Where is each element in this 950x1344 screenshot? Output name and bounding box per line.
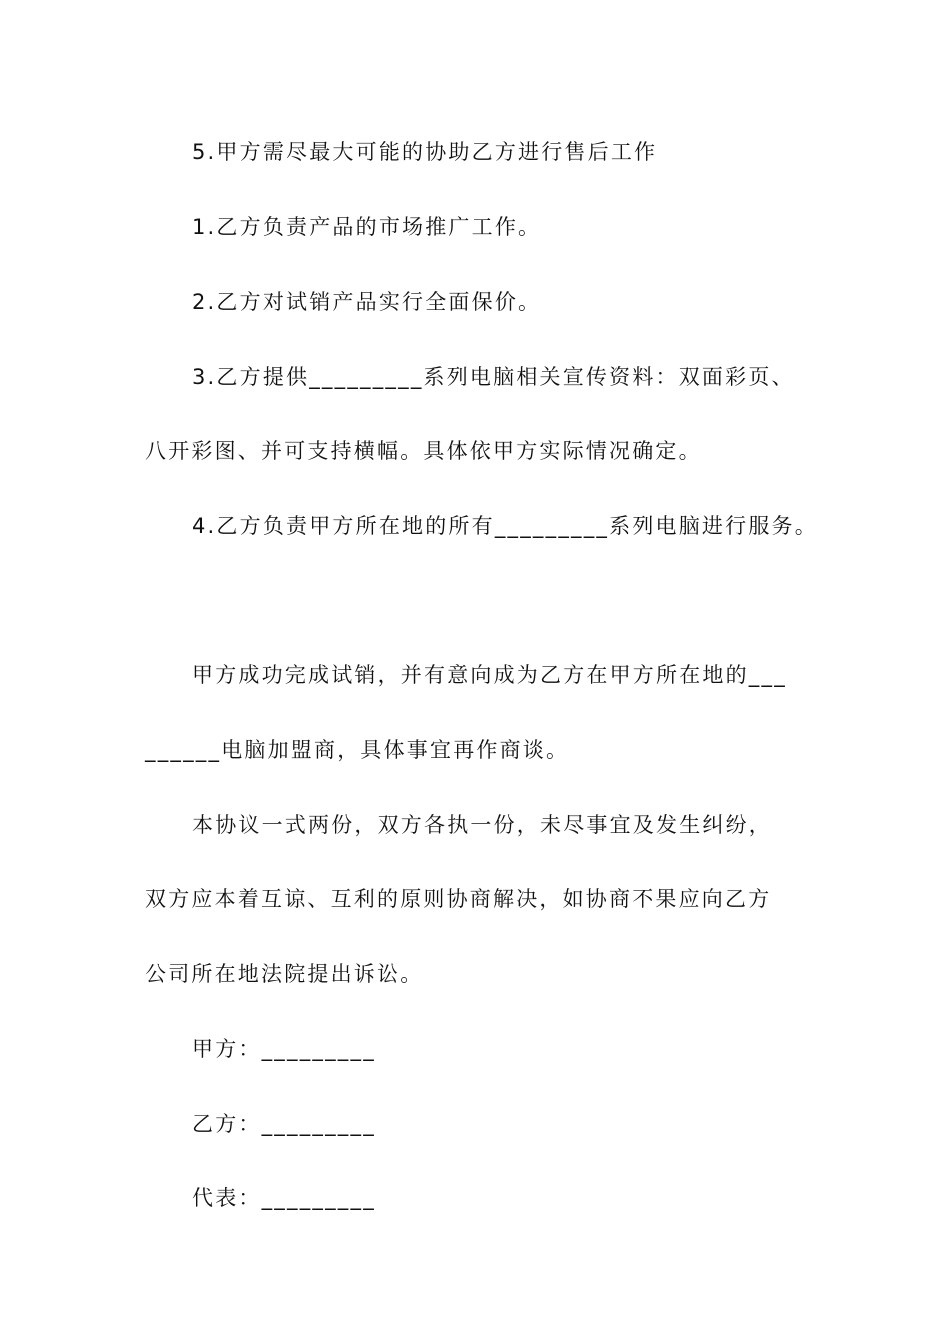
agreement-copies-line-2: 双方应本着互谅、互利的原则协商解决，如协商不果应向乙方 — [145, 887, 772, 911]
signature-representative: 代表：_________ — [192, 1186, 376, 1210]
clause-2-price-protection: 2.乙方对试销产品实行全面保价。 — [192, 290, 542, 314]
franchise-paragraph-line-1: 甲方成功完成试销，并有意向成为乙方在甲方所在地的___ — [192, 663, 787, 687]
clause-3-continuation: 八开彩图、并可支持横幅。具体依甲方实际情况确定。 — [145, 439, 702, 463]
signature-party-b: 乙方：_________ — [192, 1112, 376, 1136]
franchise-paragraph-line-2: ______电脑加盟商，具体事宜再作商谈。 — [145, 738, 570, 762]
agreement-copies-line-1: 本协议一式两份，双方各执一份，未尽事宜及发生纠纷， — [192, 813, 772, 837]
clause-4-service: 4.乙方负责甲方所在地的所有_________系列电脑进行服务。 — [192, 514, 818, 538]
agreement-copies-line-3: 公司所在地法院提出诉讼。 — [145, 962, 424, 986]
clause-5-after-sales: 5.甲方需尽最大可能的协助乙方进行售后工作 — [192, 140, 658, 164]
clause-1-market-promotion: 1.乙方负责产品的市场推广工作。 — [192, 215, 542, 239]
clause-3-promo-materials: 3.乙方提供_________系列电脑相关宣传资料：双面彩页、 — [192, 365, 795, 389]
signature-party-a: 甲方：_________ — [192, 1037, 376, 1061]
